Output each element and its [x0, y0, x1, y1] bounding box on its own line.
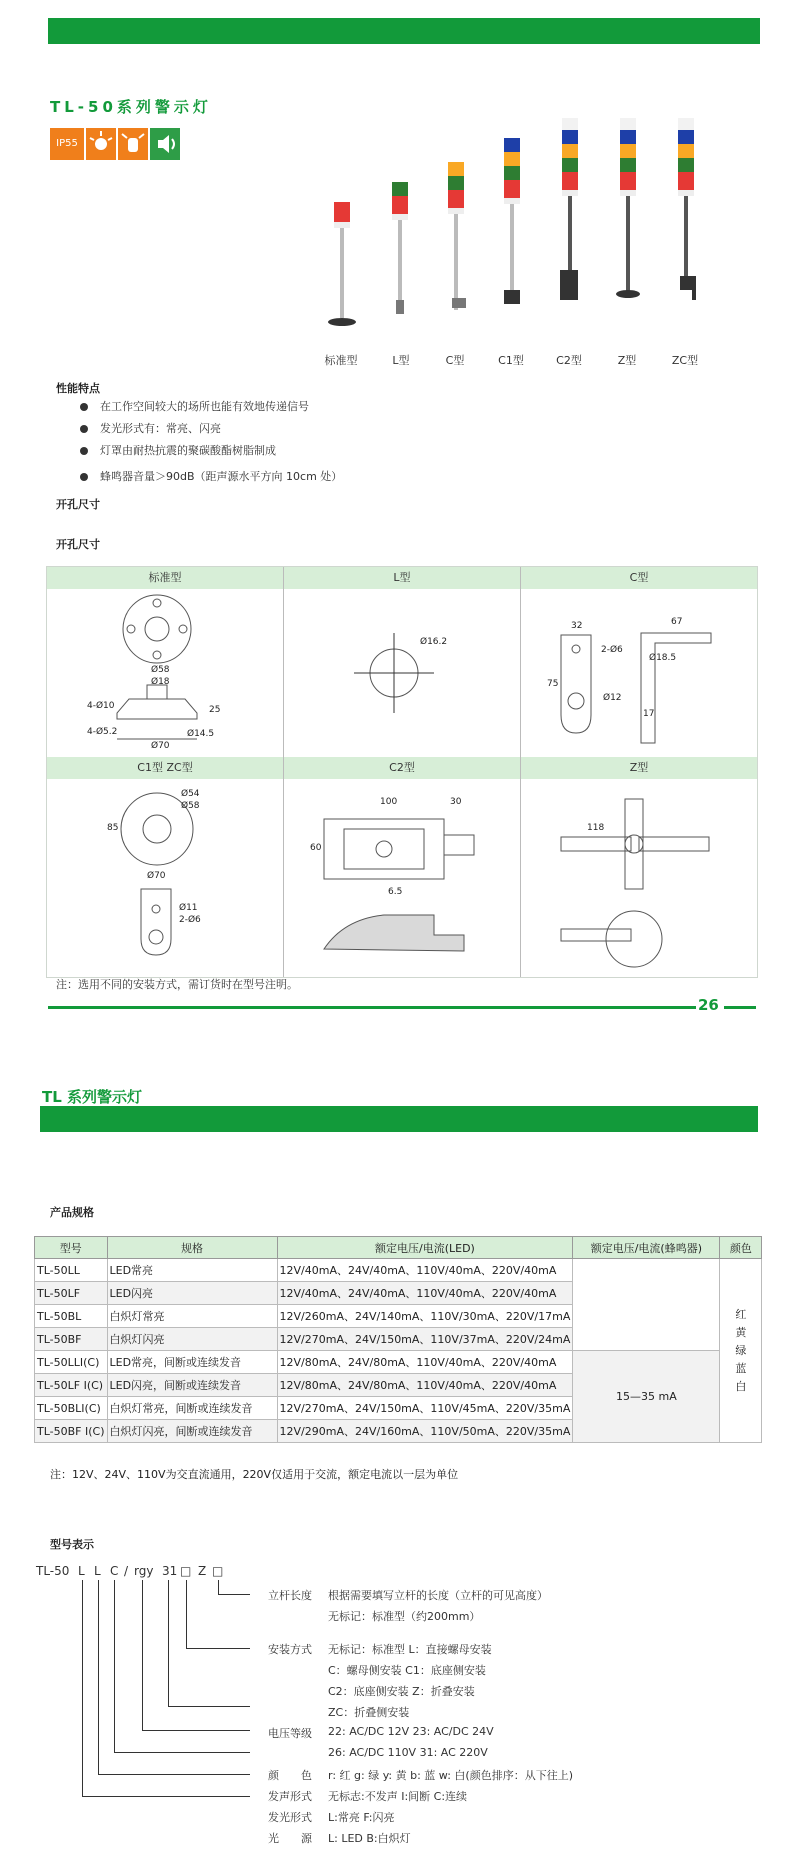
top-banner [48, 18, 760, 44]
caption-standard: 标准型 [324, 354, 358, 367]
spec-cell: 白炽灯闪亮，间断或连续发音 [107, 1420, 277, 1443]
color-cell [720, 1259, 762, 1443]
code-slash: / [124, 1564, 129, 1578]
dim-header: Z型 [629, 761, 649, 774]
led-cell: 12V/270mA、24V/150mA、110V/45mA、220V/35mA [277, 1397, 573, 1420]
lamp-standard [328, 202, 356, 326]
dim-header: C1型 ZC型 [47, 757, 284, 779]
model-cell: TL-50LF [35, 1282, 108, 1305]
dim-drawing-l [284, 589, 521, 757]
buzzer-icon [150, 128, 180, 160]
code-z: Z [198, 1564, 207, 1578]
table-row [35, 1259, 762, 1282]
dim-label: 67 [671, 617, 683, 627]
dim-drawing-c2 [284, 779, 521, 977]
lamp-z [616, 118, 640, 298]
table-row [35, 1351, 762, 1374]
legend-label: 发声形式 [268, 1790, 312, 1803]
spec-header: 额定电压/电流(蜂鸣器) [573, 1237, 720, 1259]
spec-cell: 白炽灯常亮 [107, 1305, 277, 1328]
led-cell: 12V/80mA、24V/80mA、110V/40mA、220V/40mA [277, 1351, 573, 1374]
legend-text: 根据需要填写立杆的长度（立杆的可见高度） [328, 1589, 548, 1602]
dim-label: Ø12 [603, 693, 622, 703]
legend-text: 无标记：标准型 L：直接螺母安装 [328, 1643, 492, 1656]
model-cell: TL-50LF I(C) [35, 1374, 108, 1397]
legend-text: C2：底座侧安装 Z：折叠安装 [328, 1685, 475, 1698]
footer-line [48, 1006, 696, 1009]
dim-label: Ø70 [151, 741, 170, 751]
dim-label: Ø11 [179, 903, 198, 913]
dim-drawing-c [521, 589, 757, 757]
dim-label: 25 [209, 705, 221, 715]
light-steady-icon [86, 128, 116, 160]
led-cell: 12V/290mA、24V/160mA、110V/50mA、220V/35mA [277, 1420, 573, 1443]
lamp-illustrations [300, 110, 760, 370]
bullet-icon [80, 447, 88, 455]
code-mount-box: □ [180, 1564, 192, 1578]
page2-title: TL 系列警示灯 [42, 1088, 143, 1106]
dim-label: 2-Ø6 [179, 915, 201, 925]
cutout-heading-2: 开孔尺寸 [56, 538, 100, 551]
dim-label: 17 [643, 709, 655, 719]
dim-label: Ø70 [147, 871, 166, 881]
dim-label: 60 [310, 843, 322, 853]
code-voltage: 31 [162, 1564, 178, 1578]
legend-text: L:常亮 F:闪亮 [328, 1811, 395, 1824]
caption-zc: ZC型 [671, 354, 699, 367]
cutout-heading: 开孔尺寸 [56, 498, 100, 511]
code-sound-form: C [110, 1564, 119, 1578]
dim-label: Ø54 [181, 789, 200, 799]
feature-item: 在工作空间较大的场所也能有效地传递信号 [80, 396, 342, 418]
spec-note: 注：12V、24V、110V为交直流通用，220V仅适用于交流，额定电流以一层为单位 [50, 1468, 459, 1481]
bullet-icon [80, 473, 88, 481]
caption-c2: C2型 [556, 354, 582, 367]
legend-label: 电压等级 [268, 1727, 312, 1740]
lamp-c1 [504, 138, 520, 304]
legend-label: 安装方式 [268, 1643, 312, 1656]
feature-item: 灯罩由耐热抗震的聚碳酸酯树脂制成 [80, 440, 342, 462]
bullet-icon [80, 425, 88, 433]
feature-item: 蜂鸣器音量＞90dB（距声源水平方向 10cm 处） [80, 466, 342, 488]
code-light-source: L [78, 1564, 85, 1578]
legend-label: 立杆长度 [268, 1589, 312, 1602]
dim-label: Ø18 [151, 677, 170, 687]
legend-label: 颜 色 [268, 1769, 312, 1782]
lamp-c [448, 162, 466, 310]
spec-header: 型号 [35, 1237, 108, 1259]
features-list [80, 396, 342, 488]
dim-drawing-z [521, 779, 757, 977]
dim-drawing-c1-zc [47, 779, 284, 977]
code-light-form: L [94, 1564, 101, 1578]
dim-label: 32 [571, 621, 583, 631]
dim-label: 85 [107, 823, 119, 833]
dimension-table [46, 566, 758, 978]
led-cell: 12V/270mA、24V/150mA、110V/37mA、220V/24mA [277, 1328, 573, 1351]
buzzer-cell-empty [573, 1259, 720, 1351]
dim-label: 118 [587, 823, 605, 833]
spec-cell: LED闪亮 [107, 1282, 277, 1305]
dim-header-row [47, 567, 757, 589]
legend-text: 无标记：标准型（约200mm） [328, 1610, 481, 1623]
page-title: TL-50系列警示灯 [50, 98, 212, 116]
color-item: 白 [735, 1379, 747, 1393]
lamp-l [392, 182, 408, 314]
buzzer-cell: 15—35 mA [573, 1351, 720, 1443]
spec-header: 颜色 [720, 1237, 762, 1259]
page2-banner [40, 1106, 758, 1132]
caption-z: Z型 [617, 354, 637, 367]
model-cell: TL-50BF I(C) [35, 1420, 108, 1443]
dim-label: 4-Ø10 [87, 701, 115, 711]
color-item: 蓝 [735, 1361, 747, 1375]
install-note: 注：选用不同的安装方式，需订货时在型号注明。 [56, 978, 298, 991]
led-cell: 12V/260mA、24V/140mA、110V/30mA、220V/17mA [277, 1305, 573, 1328]
dim-label: Ø16.2 [420, 637, 448, 647]
spec-header: 规格 [107, 1237, 277, 1259]
spec-cell: LED常亮，间断或连续发音 [107, 1351, 277, 1374]
dim-label: 2-Ø6 [601, 645, 623, 655]
code-color: rgy [134, 1564, 154, 1578]
spec-cell: 白炽灯闪亮 [107, 1328, 277, 1351]
dim-header: 标准型 [47, 567, 284, 589]
legend-text: L: LED B:白炽灯 [328, 1832, 411, 1845]
spec-cell: 白炽灯常亮，间断或连续发音 [107, 1397, 277, 1420]
lamp-drawings [300, 110, 760, 370]
model-cell: TL-50BF [35, 1328, 108, 1351]
model-cell: TL-50LLI(C) [35, 1351, 108, 1374]
caption-l: L型 [392, 354, 410, 367]
spec-heading: 产品规格 [50, 1206, 94, 1219]
legend-text: ZC：折叠侧安装 [328, 1706, 410, 1719]
dim-label: 30 [450, 797, 462, 807]
light-flash-icon [118, 128, 148, 160]
caption-c1: C1型 [498, 354, 524, 367]
led-cell: 12V/40mA、24V/40mA、110V/40mA、220V/40mA [277, 1259, 573, 1282]
color-item: 绿 [735, 1343, 747, 1357]
dim-label: Ø14.5 [187, 729, 215, 739]
color-item: 红 [735, 1307, 747, 1321]
dim-label: 4-Ø5.2 [87, 727, 118, 737]
model-heading: 型号表示 [50, 1538, 94, 1551]
dim-row-1 [47, 589, 757, 757]
dim-label: 75 [547, 679, 559, 689]
legend-text: 22: AC/DC 12V 23: AC/DC 24V [328, 1725, 494, 1738]
dim-row-2 [47, 779, 757, 977]
dim-label: Ø58 [151, 665, 170, 675]
legend-text: 无标志:不发声 I:间断 C:连续 [328, 1790, 468, 1803]
legend-text: C：螺母侧安装 C1：底座侧安装 [328, 1664, 486, 1677]
dim-header: L型 [284, 567, 521, 589]
model-cell: TL-50BLI(C) [35, 1397, 108, 1420]
bullet-icon [80, 403, 88, 411]
code-pole-box: □ [212, 1564, 224, 1578]
feature-badges [50, 128, 180, 160]
dim-header-row [47, 757, 757, 779]
led-cell: 12V/80mA、24V/80mA、110V/40mA、220V/40mA [277, 1374, 573, 1397]
dim-label: 6.5 [388, 887, 403, 897]
caption-c: C型 [445, 354, 465, 367]
page-number: 26 [698, 996, 719, 1014]
spec-cell: LED闪亮，间断或连续发音 [107, 1374, 277, 1397]
spec-header: 额定电压/电流(LED) [277, 1237, 573, 1259]
dim-label: Ø18.5 [649, 653, 677, 663]
lamp-c2 [560, 118, 578, 300]
legend-label: 发光形式 [268, 1811, 312, 1824]
feature-item: 发光形式有：常亮、闪亮 [80, 418, 342, 440]
dim-drawing-standard [47, 589, 284, 757]
legend-text: r: 红 g: 绿 y: 黄 b: 蓝 w: 白(颜色排序：从下往上) [328, 1769, 573, 1782]
features-heading: 性能特点 [56, 382, 100, 395]
spec-header-row [35, 1237, 762, 1259]
legend-label: 光 源 [268, 1832, 312, 1845]
dim-header: C型 [629, 571, 649, 584]
spec-cell: LED常亮 [107, 1259, 277, 1282]
dim-header: C2型 [284, 757, 521, 779]
spec-table [34, 1236, 762, 1443]
ip-rating-badge: IP55 [50, 128, 84, 160]
lamp-zc [678, 118, 696, 300]
footer-line-end [724, 1006, 756, 1009]
dim-label: Ø58 [181, 801, 200, 811]
led-cell: 12V/40mA、24V/40mA、110V/40mA、220V/40mA [277, 1282, 573, 1305]
code-prefix: TL-50 [36, 1564, 70, 1578]
model-cell: TL-50LL [35, 1259, 108, 1282]
model-cell: TL-50BL [35, 1305, 108, 1328]
legend-text: 26: AC/DC 110V 31: AC 220V [328, 1746, 488, 1759]
dim-label: 100 [380, 797, 398, 807]
color-item: 黄 [735, 1325, 747, 1339]
